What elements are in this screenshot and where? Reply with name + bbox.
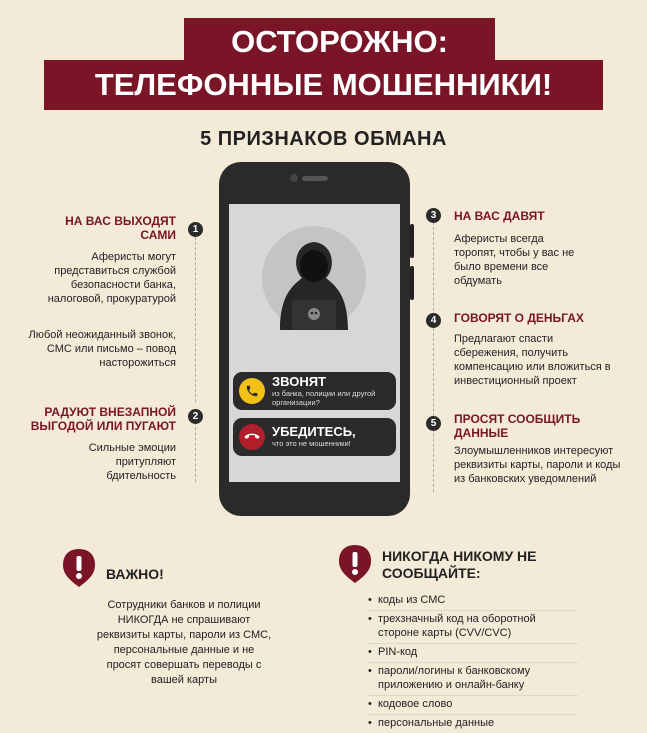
connector-line — [433, 222, 434, 492]
connector-line — [195, 422, 196, 482]
incoming-call-row — [233, 372, 396, 410]
call2-text: что это не мошенники! — [272, 439, 351, 449]
list-item: • коды из СМС — [368, 592, 578, 611]
hangup-icon — [239, 424, 265, 450]
call2-title: УБЕДИТЕСЬ, — [272, 424, 356, 440]
important-text: Сотрудники банков и полиции НИКОГДА не спрашивают реквизиты карты, пароли из СМС, персональные данные и не просят совершать переводы с вашей карты — [96, 599, 272, 686]
hacker-icon — [262, 226, 366, 330]
list-item: • персональные данные — [368, 715, 578, 733]
sign-1-title: НА ВАС ВЫХОДЯТ САМИ — [65, 214, 176, 242]
sign-5-text: Злоумышленников интересуют реквизиты карты, пароли и коды из банковских уведомлений — [454, 445, 621, 485]
sign-number: 4 — [426, 313, 441, 328]
sign-5-title: ПРОСЯТ СООБЩИТЬ ДАННЫЕ — [454, 412, 581, 440]
phone-icon — [239, 378, 265, 404]
speaker-slot — [302, 176, 328, 181]
sign-4-text: Предлагают спасти сбережения, получить компенсацию или вложиться в инвестиционный проект — [454, 333, 611, 387]
connector-line — [195, 232, 196, 402]
sign-3-title: НА ВАС ДАВЯТ — [454, 209, 545, 223]
side-button — [410, 266, 414, 300]
sign-2-text: Сильные эмоции притупляют бдительность — [88, 442, 176, 482]
sign-number: 3 — [426, 208, 441, 223]
sign-4-title: ГОВОРЯТ О ДЕНЬГАХ — [454, 311, 584, 325]
title-line-2: ТЕЛЕФОННЫЕ МОШЕННИКИ! — [44, 60, 603, 110]
important-title: ВАЖНО! — [106, 566, 164, 582]
never-title: НИКОГДА НИКОМУ НЕ СООБЩАЙТЕ: — [382, 548, 537, 581]
sign-number: 2 — [188, 409, 203, 424]
list-item: • трехзначный код на оборотной стороне карты (CVV/CVC) — [368, 611, 578, 644]
call1-text: из банка, полиции или другой организации? — [272, 388, 376, 407]
subtitle: 5 ПРИЗНАКОВ ОБМАНА — [200, 128, 447, 150]
sign-3-text: Аферисты всегда торопят, чтобы у вас не было времени все обдумать — [454, 233, 575, 287]
sign-number: 5 — [426, 416, 441, 431]
list-item: • кодовое слово — [368, 696, 578, 715]
hangup-call-row — [233, 418, 396, 456]
phone-illustration — [219, 162, 410, 516]
sign-1-text: Аферисты могут представиться службой безопасности банка, налоговой, прокуратурой — [47, 251, 176, 305]
warning-icon — [62, 548, 96, 588]
warning-icon — [338, 544, 372, 584]
list-item: • PIN-код — [368, 644, 578, 663]
sign-1-text-2: Любой неожиданный звонок, СМС или письмо – повод насторожиться — [28, 329, 176, 369]
sign-2-title: РАДУЮТ ВНЕЗАПНОЙ ВЫГОДОЙ ИЛИ ПУГАЮТ — [30, 405, 176, 433]
never-list — [368, 592, 578, 733]
title-line-1: ОСТОРОЖНО: — [184, 18, 495, 66]
skull-icon — [308, 308, 320, 320]
camera-dot — [290, 174, 298, 182]
side-button — [410, 224, 414, 258]
list-item: • пароли/логины к банковскому приложению и онлайн-банку — [368, 663, 578, 696]
phone-screen — [229, 204, 400, 482]
call1-title: ЗВОНЯТ — [272, 373, 326, 389]
sign-number: 1 — [188, 222, 203, 237]
